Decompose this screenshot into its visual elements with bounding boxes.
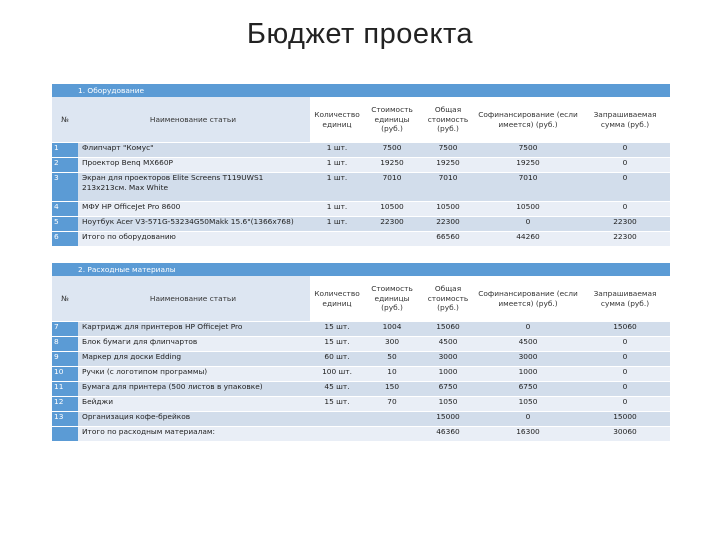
cell-qty: 15 шт. <box>310 337 364 352</box>
cell-requested: 30060 <box>580 427 670 442</box>
table-row <box>52 322 670 337</box>
cell-qty: 1 шт. <box>310 217 364 232</box>
cell-num: 4 <box>52 202 78 217</box>
header-num: № <box>52 97 78 143</box>
cell-requested: 0 <box>580 337 670 352</box>
cell-total: 46360 <box>420 427 476 442</box>
cell-unit-cost <box>364 412 420 427</box>
cell-num: 10 <box>52 367 78 382</box>
cell-unit-cost <box>364 232 420 247</box>
cell-total: 7010 <box>420 173 476 202</box>
cell-cofin: 0 <box>476 217 580 232</box>
cell-total: 15060 <box>420 322 476 337</box>
cell-name: Итого по расходным материалам: <box>78 427 310 442</box>
cell-qty: 15 шт. <box>310 322 364 337</box>
cell-cofin: 7500 <box>476 143 580 158</box>
header-name: Наименование статьи <box>78 97 310 143</box>
header-total: Общая стоимость (руб.) <box>427 104 469 134</box>
cell-total: 4500 <box>420 337 476 352</box>
cell-cofin: 44260 <box>476 232 580 247</box>
table-row <box>52 202 670 217</box>
header-num: № <box>52 276 78 322</box>
cell-num <box>52 427 78 442</box>
cell-total: 15000 <box>420 412 476 427</box>
section-title: 1. Оборудование <box>52 84 670 97</box>
cell-name: Итого по оборудованию <box>78 232 310 247</box>
cell-name: Экран для проекторов Elite Screens T119UWS1 213х213см. Max White <box>78 173 310 202</box>
cell-qty: 60 шт. <box>310 352 364 367</box>
cell-unit-cost: 7010 <box>364 173 420 202</box>
cell-total: 3000 <box>420 352 476 367</box>
cell-cofin: 4500 <box>476 337 580 352</box>
cell-unit-cost: 70 <box>364 397 420 412</box>
materials-table <box>52 263 670 441</box>
cell-requested: 0 <box>580 173 670 202</box>
cell-cofin: 0 <box>476 412 580 427</box>
cell-total: 19250 <box>420 158 476 173</box>
cell-total: 1000 <box>420 367 476 382</box>
section-header <box>52 84 670 97</box>
cell-cofin: 1000 <box>476 367 580 382</box>
cell-unit-cost: 10 <box>364 367 420 382</box>
cell-requested: 22300 <box>580 217 670 232</box>
cell-num: 5 <box>52 217 78 232</box>
column-header-row <box>52 97 670 143</box>
header-requested: Запрашиваемая сумма (руб.) <box>593 109 657 129</box>
cell-name: Ручки (с логотипом программы) <box>78 367 310 382</box>
cell-num: 7 <box>52 322 78 337</box>
cell-requested: 0 <box>580 382 670 397</box>
cell-name: Блок бумаги для флипчартов <box>78 337 310 352</box>
cell-qty: 1 шт. <box>310 158 364 173</box>
section-title: 2. Расходные материалы <box>52 263 670 276</box>
cell-name: МФУ HP OfficeJet Pro 8600 <box>78 202 310 217</box>
cell-qty: 45 шт. <box>310 382 364 397</box>
table-row <box>52 232 670 247</box>
cell-total: 22300 <box>420 217 476 232</box>
header-qty: Количество единиц <box>314 109 360 129</box>
cell-num: 13 <box>52 412 78 427</box>
cell-cofin: 10500 <box>476 202 580 217</box>
cell-requested: 15060 <box>580 322 670 337</box>
cell-cofin: 16300 <box>476 427 580 442</box>
cell-qty: 1 шт. <box>310 202 364 217</box>
cell-total: 66560 <box>420 232 476 247</box>
cell-name: Маркер для доски Edding <box>78 352 310 367</box>
cell-unit-cost <box>364 427 420 442</box>
header-cofin: Софинансирование (если имеется) (руб.) <box>478 109 578 129</box>
cell-qty: 1 шт. <box>310 143 364 158</box>
cell-num: 2 <box>52 158 78 173</box>
cell-requested: 15000 <box>580 412 670 427</box>
table-row <box>52 143 670 158</box>
cell-cofin: 1050 <box>476 397 580 412</box>
header-unit-cost: Стоимость единицы (руб.) <box>371 283 413 313</box>
cell-cofin: 7010 <box>476 173 580 202</box>
cell-name: Бейджи <box>78 397 310 412</box>
cell-total: 10500 <box>420 202 476 217</box>
header-unit-cost: Стоимость единицы (руб.) <box>371 104 413 134</box>
cell-qty: 100 шт. <box>310 367 364 382</box>
cell-qty: 1 шт. <box>310 173 364 202</box>
cell-num: 9 <box>52 352 78 367</box>
table-row <box>52 217 670 232</box>
equipment-table <box>52 84 670 246</box>
cell-unit-cost: 50 <box>364 352 420 367</box>
header-name: Наименование статьи <box>78 276 310 322</box>
cell-num: 1 <box>52 143 78 158</box>
cell-unit-cost: 19250 <box>364 158 420 173</box>
column-header-row <box>52 276 670 322</box>
cell-name: Картридж для принтеров HP Officejet Pro <box>78 322 310 337</box>
cell-requested: 0 <box>580 202 670 217</box>
cell-num: 3 <box>52 173 78 202</box>
cell-requested: 22300 <box>580 232 670 247</box>
cell-cofin: 3000 <box>476 352 580 367</box>
cell-cofin: 0 <box>476 322 580 337</box>
cell-name: Ноутбук Acer V3-571G-53234G50Makk 15.6"(1366x768) <box>78 217 310 232</box>
cell-unit-cost: 22300 <box>364 217 420 232</box>
cell-unit-cost: 300 <box>364 337 420 352</box>
cell-requested: 0 <box>580 352 670 367</box>
header-cofin: Софинансирование (если имеется) (руб.) <box>478 288 578 308</box>
cell-cofin: 19250 <box>476 158 580 173</box>
cell-name: Организация кофе-брейков <box>78 412 310 427</box>
cell-total: 6750 <box>420 382 476 397</box>
section-header <box>52 263 670 276</box>
table-row <box>52 427 670 442</box>
table-row <box>52 158 670 173</box>
cell-name: Проектор Benq MX660P <box>78 158 310 173</box>
table-row <box>52 173 670 202</box>
cell-qty <box>310 232 364 247</box>
cell-unit-cost: 7500 <box>364 143 420 158</box>
cell-qty <box>310 427 364 442</box>
cell-requested: 0 <box>580 397 670 412</box>
cell-qty: 15 шт. <box>310 397 364 412</box>
cell-unit-cost: 10500 <box>364 202 420 217</box>
cell-total: 1050 <box>420 397 476 412</box>
cell-name: Флипчарт "Комус" <box>78 143 310 158</box>
cell-num: 12 <box>52 397 78 412</box>
cell-total: 7500 <box>420 143 476 158</box>
cell-name: Бумага для принтера (500 листов в упаковке) <box>78 382 310 397</box>
table-row <box>52 352 670 367</box>
cell-unit-cost: 150 <box>364 382 420 397</box>
cell-requested: 0 <box>580 158 670 173</box>
cell-num: 11 <box>52 382 78 397</box>
cell-requested: 0 <box>580 143 670 158</box>
cell-num: 8 <box>52 337 78 352</box>
cell-qty <box>310 412 364 427</box>
table-row <box>52 367 670 382</box>
cell-unit-cost: 1004 <box>364 322 420 337</box>
page-title: Бюджет проекта <box>246 18 474 50</box>
header-requested: Запрашиваемая сумма (руб.) <box>593 288 657 308</box>
table-row <box>52 337 670 352</box>
header-qty: Количество единиц <box>314 288 360 308</box>
header-total: Общая стоимость (руб.) <box>427 283 469 313</box>
table-row <box>52 397 670 412</box>
cell-num: 6 <box>52 232 78 247</box>
table-row <box>52 382 670 397</box>
cell-requested: 0 <box>580 367 670 382</box>
cell-cofin: 6750 <box>476 382 580 397</box>
table-row <box>52 412 670 427</box>
